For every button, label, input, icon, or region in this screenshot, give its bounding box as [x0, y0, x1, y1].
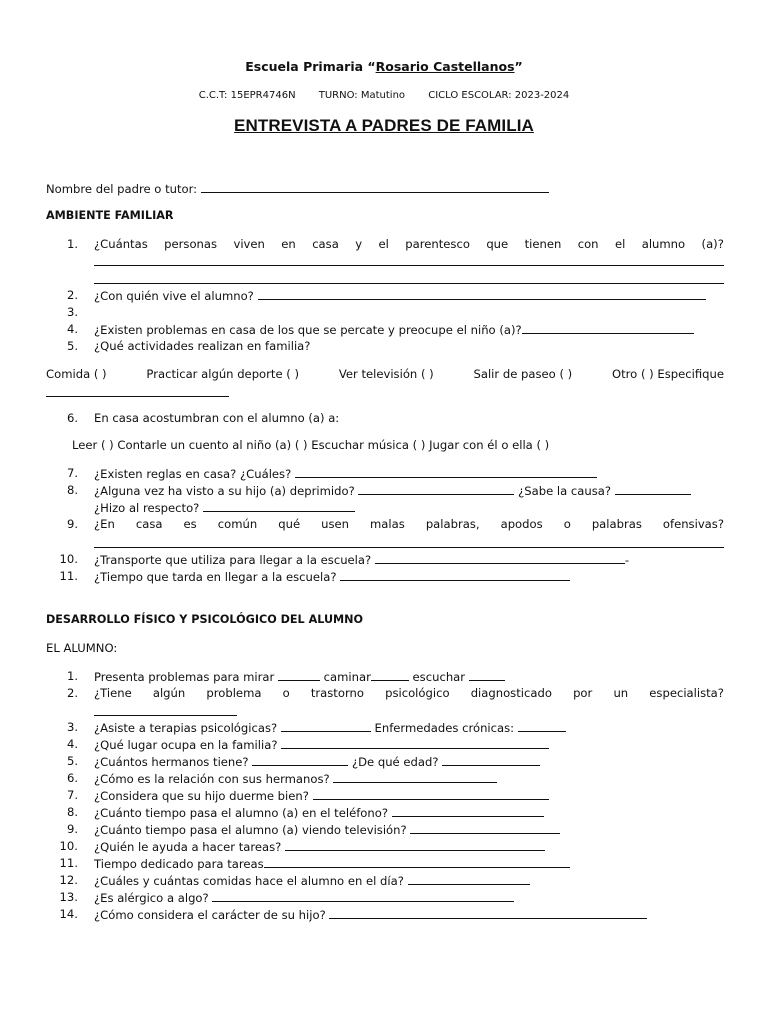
activity-option: Otro ( ) Especifique	[612, 367, 724, 381]
answer-field[interactable]	[281, 737, 549, 749]
question-word: el	[378, 237, 389, 251]
answer-field[interactable]	[340, 569, 570, 581]
question-word: casa	[135, 517, 163, 531]
question-word: palabras	[591, 517, 642, 531]
answer-field[interactable]	[203, 500, 355, 512]
section-ambiente-familiar: AMBIENTE FAMILIAR	[46, 209, 174, 222]
question-word: palabras,	[425, 517, 480, 531]
question-word: y	[355, 237, 363, 251]
question-word: viven	[233, 237, 265, 251]
answer-field[interactable]	[258, 288, 706, 300]
answer-field[interactable]	[285, 839, 545, 851]
activity-option: Practicar algún deporte ( )	[146, 367, 300, 381]
question-word: con	[577, 237, 599, 251]
answer-field[interactable]	[410, 822, 560, 834]
answer-field[interactable]	[333, 771, 497, 783]
tutor-name-row	[46, 181, 549, 196]
answer-field[interactable]	[615, 483, 691, 495]
answer-field[interactable]	[469, 669, 505, 681]
answer-field[interactable]	[281, 720, 371, 732]
el-alumno-label: EL ALUMNO:	[46, 641, 118, 655]
question-word: apodos	[500, 517, 543, 531]
answer-line[interactable]	[94, 547, 724, 548]
question-word: alumno	[641, 237, 686, 251]
cct-code: C.C.T: 15EPR4746N	[198, 90, 296, 101]
interview-form-page: Escuela Primaria “Rosario Castellanos” C.C.T: 15EPR4746N TURNO: Matutino CICLO ESCOLAR: 2023-2024 ENTREVISTA A PADRES DE FAMILIA Nombre del padre o tutor: AMBIENTE FAMILIAR 1. ¿Cuántas personas viven en casa y el parentesco que tienen con el alumno (a)? 2. ¿Con quién vive el alumno? 3. 4. ¿Existen problemas en casa de los que se percate y preocupe el niño (a)? 5. ¿Qué actividades realizan en familia? Comida ( ) Practicar algún deporte ( ) Ver televisión ( ) Salir de paseo ( ) Otro ( ) Especifique 6. En casa acostumbran con el alumno (a) a: Leer ( ) Contarle un cuento al niño (a) ( ) Escuchar música ( ) Jugar con él o ella ( ) 7. ¿Existen reglas en casa? ¿Cuáles? 8. ¿Alguna vez ha visto a su hijo (a) deprimido? ¿Sabe la causa? ¿Hizo al respecto? 9. ¿En casa es común qué usen malas palabras, apodos o palabras ofensivas? 10. ¿Transporte que utiliza para llegar a la escuela? - 11. ¿Tiempo que tarda en llegar a la escuela? DESARROLLO FÍSICO Y PSICOLÓGICO DEL ALUMNO EL ALUMNO: 1. Presenta problemas para mirar caminar escuchar 2. ¿Tiene algún problema o trastorno psicológico diagnosticado por un especialista? 3. ¿Asiste a terapias psicológicas? Enfermedades crónicas: 4. ¿Qué lugar ocupa en la familia? 5. ¿Cuántos hermanos tiene? ¿De qué edad? 6. ¿Cómo es la relación con sus hermanos? 7. ¿Considera que su hijo duerme bien? 8. ¿Cuánto tiempo pasa el alumno (a) en el teléfono? 9. ¿Cuánto tiempo pasa el alumno (a) viendo televisión? 10. ¿Quién le ayuda a hacer tareas? 11. Tiempo dedicado para tareas 12. ¿Cuáles y cuántas comidas hace el alumno en el día? 13. ¿Es alérgico a algo? 14. ¿Cómo considera el carácter de su hijo?	[0, 0, 768, 1024]
s2-question-2-text	[94, 686, 724, 700]
answer-field[interactable]	[375, 552, 625, 564]
question-word: parentesco	[405, 237, 470, 251]
question-word: psicológico	[385, 686, 450, 700]
turno: TURNO: Matutino	[318, 90, 406, 101]
question-word: ¿Tiene	[94, 686, 132, 700]
activity-option: Ver televisión ( )	[338, 367, 434, 381]
activity-option: Salir de paseo ( )	[473, 367, 573, 381]
question-word: que	[486, 237, 509, 251]
answer-line[interactable]	[94, 715, 237, 716]
answer-line[interactable]	[94, 283, 724, 284]
answer-field[interactable]	[408, 873, 530, 885]
question-word: el	[614, 237, 626, 251]
question-word: ¿En	[94, 517, 115, 531]
question-word: o	[282, 686, 290, 700]
answer-field[interactable]	[313, 788, 549, 800]
answer-field[interactable]	[442, 754, 540, 766]
question-word: usen	[321, 517, 349, 531]
tutor-name-label: Nombre del padre o tutor:	[46, 182, 198, 196]
school-info-line	[0, 90, 768, 101]
answer-field[interactable]	[358, 483, 514, 495]
question-word: ¿Cuántas	[94, 237, 148, 251]
question-word: problema	[206, 686, 262, 700]
answer-field[interactable]	[295, 466, 597, 478]
question-word: común	[217, 517, 258, 531]
question-word: especialista?	[649, 686, 724, 700]
answer-field[interactable]	[518, 720, 566, 732]
answer-field[interactable]	[278, 669, 320, 681]
question-word: tienen	[524, 237, 562, 251]
answer-field[interactable]	[212, 890, 514, 902]
especifique-line[interactable]	[46, 396, 229, 397]
question-word: por	[573, 686, 593, 700]
answer-field[interactable]	[522, 322, 694, 334]
question-1-text	[94, 237, 724, 251]
question-word: malas	[370, 517, 405, 531]
tutor-name-field[interactable]	[201, 181, 549, 193]
question-word: diagnosticado	[470, 686, 552, 700]
question-word: personas	[164, 237, 218, 251]
answer-field[interactable]	[329, 907, 647, 919]
answer-field[interactable]	[264, 856, 570, 868]
school-name: Rosario Castellanos	[375, 59, 515, 74]
page-title: ENTREVISTA A PADRES DE FAMILIA	[234, 116, 534, 135]
question-6-options: Leer ( ) Contarle un cuento al niño (a) ( ) Escuchar música ( ) Jugar con él o ella ( )	[72, 438, 550, 452]
question-word: ofensivas?	[662, 517, 724, 531]
answer-field[interactable]	[252, 754, 348, 766]
answer-field[interactable]	[392, 805, 544, 817]
question-word: trastorno	[310, 686, 364, 700]
question-word: en	[281, 237, 296, 251]
question-word: un	[613, 686, 629, 700]
activity-option: Comida ( )	[46, 367, 107, 381]
question-word: qué	[278, 517, 301, 531]
question-9-text	[94, 517, 724, 531]
family-activities-options	[46, 367, 724, 381]
question-word: casa	[312, 237, 339, 251]
section-desarrollo: DESARROLLO FÍSICO Y PSICOLÓGICO DEL ALUMNO	[46, 613, 364, 626]
question-word: algún	[152, 686, 186, 700]
question-word: o	[563, 517, 571, 531]
school-name-heading: Escuela Primaria “Rosario Castellanos”	[245, 59, 523, 74]
ciclo-escolar: CICLO ESCOLAR: 2023-2024	[428, 90, 570, 101]
answer-line[interactable]	[94, 265, 724, 266]
answer-field[interactable]	[371, 669, 409, 681]
question-word: (a)?	[701, 237, 724, 251]
question-word: es	[183, 517, 197, 531]
